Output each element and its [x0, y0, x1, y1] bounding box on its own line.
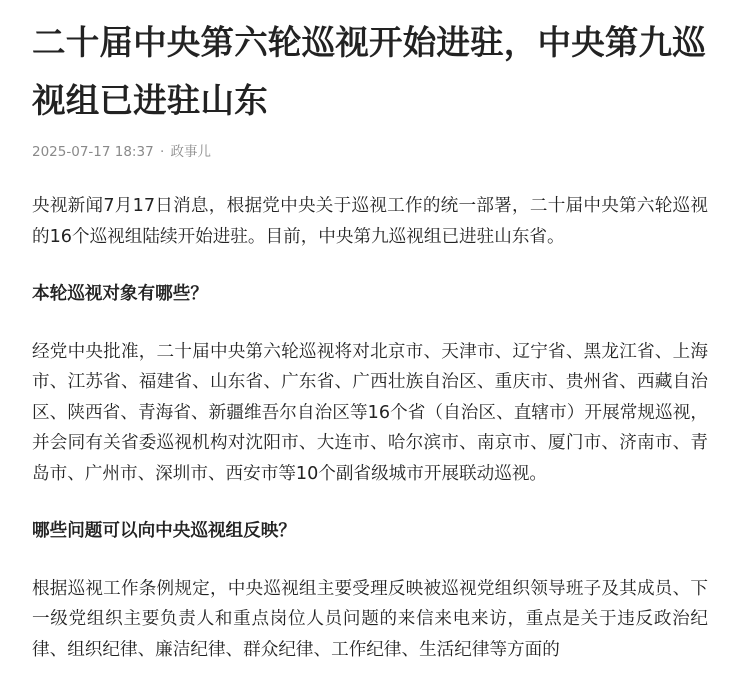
section-heading-targets: 本轮巡视对象有哪些？ — [32, 284, 208, 304]
article-meta — [32, 142, 708, 162]
article-title: 二十届中央第六轮巡视开始进驻，中央第九巡视组已进驻山东 — [32, 23, 706, 120]
article-paragraph-targets: 经党中央批准，二十届中央第六轮巡视将对北京市、天津市、辽宁省、黑龙江省、上海市、江苏省、福建省、山东省、广东省、广西壮族自治区、重庆市、贵州省、西藏自治区、陕西省、青海省、新疆维吾尔自治区等16个省（自治区、直辖市）开展常规巡视，并会同有关省委巡视机构对沈阳市、大连市、哈尔滨市、南京市、厦门市、济南市、青岛市、广州市、深圳市、西安市等10个副省级城市开展联动巡视。 — [32, 341, 708, 484]
article-body — [32, 191, 708, 665]
publish-date: 2025-07-17 18:37 — [32, 144, 154, 160]
article-paragraph-intro: 央视新闻7月17日消息，根据党中央关于巡视工作的统一部署，二十届中央第六轮巡视的16个巡视组陆续开始进驻。目前，中央第九巡视组已进驻山东省。 — [32, 196, 708, 247]
article-source: 政事儿 — [170, 144, 212, 160]
section-heading-reporting: 哪些问题可以向中央巡视组反映？ — [32, 521, 296, 541]
article-paragraph-reporting: 根据巡视工作条例规定，中央巡视组主要受理反映被巡视党组织领导班子及其成员、下一级党组织主要负责人和重点岗位人员问题的来信来电来访，重点是关于违反政治纪律、组织纪律、廉洁纪律、群众纪律、工作纪律、生活纪律等方面的 — [32, 578, 708, 660]
meta-separator: · — [159, 144, 165, 160]
news-article — [32, 14, 708, 692]
